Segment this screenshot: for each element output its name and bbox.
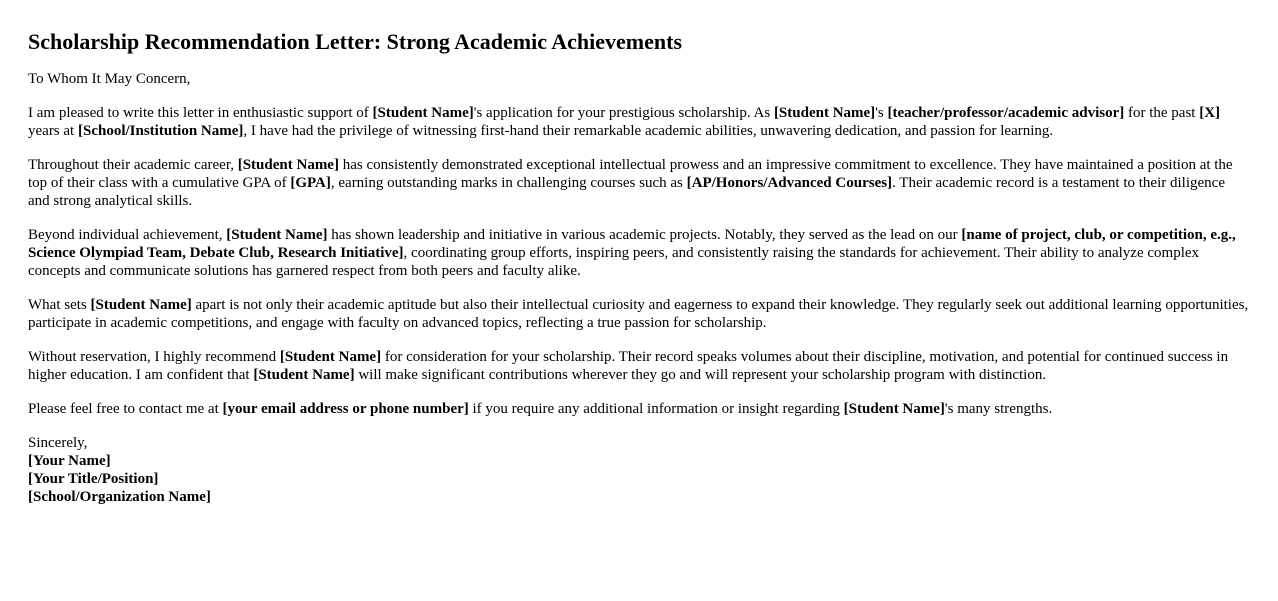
placeholder-field: [AP/Honors/Advanced Courses]: [686, 175, 893, 191]
paragraph-text: , I have had the privilege of witnessing first-hand their remarkable academic abilities, unwavering dedication, and passion for learning.: [243, 123, 1054, 139]
paragraph-text: for consideration for your scholarship. Their record speaks volumes about their discipline, motivation, and potential for continued success in higher education. I am confident that: [28, 349, 1229, 383]
paragraph-text: Beyond individual achievement,: [28, 227, 227, 243]
placeholder-field: [Student Name]: [372, 105, 474, 121]
body-paragraph: [28, 226, 1250, 280]
paragraph-text: years at: [28, 123, 78, 139]
page-title: Scholarship Recommendation Letter: Strong Academic Achievements: [28, 29, 683, 54]
body-paragraph: [28, 296, 1250, 332]
paragraph-text: apart is not only their academic aptitude but also their intellectual curiosity and eagerness to expand their knowledge. They regularly seek out additional learning opportunities, participate in academic competitions, and engage with faculty on advanced topics, reflecting a true passion for scholarship.: [28, 297, 1249, 331]
placeholder-field: [your email address or phone number]: [222, 401, 469, 417]
salutation: To Whom It May Concern,: [28, 71, 191, 87]
paragraph-text: 's application for your prestigious scholarship. As: [473, 105, 774, 121]
signature-block: [28, 434, 1250, 506]
paragraph-text: has consistently demonstrated exceptional intellectual prowess and an impressive commitment to excellence. They have maintained a position at the top of their class with a cumulative GPA of: [28, 157, 1233, 191]
paragraph-text: What sets: [28, 297, 91, 313]
placeholder-field: [teacher/professor/academic advisor]: [887, 105, 1125, 121]
paragraph-text: . Their academic record is a testament to their diligence and strong analytical skills.: [28, 175, 1225, 209]
paragraph-text: , coordinating group efforts, inspiring peers, and consistently raising the standards for achievement. Their ability to analyze complex concepts and communicate solutions has garnered respect from both peers and faculty alike.: [28, 245, 1200, 279]
signer-title: [Your Title/Position]: [28, 471, 159, 487]
placeholder-field: [Student Name]: [773, 105, 876, 121]
body-paragraph: [28, 104, 1250, 140]
placeholder-field: [X]: [1199, 105, 1221, 121]
paragraph-text: will make significant contributions wherever they go and will represent your scholarship program with distinction.: [354, 367, 1047, 383]
paragraph-text: Throughout their academic career,: [28, 157, 238, 173]
signer-name: [Your Name]: [28, 453, 111, 469]
paragraph-text: has shown leadership and initiative in various academic projects. Notably, they served as the lead on our: [327, 227, 962, 243]
placeholder-field: [Student Name]: [253, 367, 355, 383]
placeholder-field: [Student Name]: [279, 349, 382, 365]
closing: Sincerely,: [28, 435, 88, 451]
placeholder-field: [Student Name]: [843, 401, 945, 417]
paragraph-text: if you require any additional information or insight regarding: [468, 401, 844, 417]
paragraph-text: Please feel free to contact me at: [28, 401, 223, 417]
placeholder-field: [Student Name]: [226, 227, 328, 243]
placeholder-field: [GPA]: [290, 175, 331, 191]
paragraph-text: , earning outstanding marks in challenging courses such as: [330, 175, 687, 191]
body-paragraph: [28, 400, 1250, 418]
paragraph-text: Without reservation, I highly recommend: [28, 349, 280, 365]
placeholder-field: [Student Name]: [237, 157, 339, 173]
paragraph-text: 's: [875, 105, 888, 121]
placeholder-field: [Student Name]: [90, 297, 192, 313]
placeholder-field: [name of project, club, or competition, e.g., Science Olympiad Team, Debate Club, Research Initiative]: [28, 227, 1236, 261]
paragraph-text: I am pleased to write this letter in enthusiastic support of: [28, 105, 373, 121]
letter-body: [28, 104, 1250, 418]
placeholder-field: [School/Institution Name]: [77, 123, 244, 139]
body-paragraph: [28, 348, 1250, 384]
signer-organization: [School/Organization Name]: [28, 489, 211, 505]
paragraph-text: for the past: [1124, 105, 1200, 121]
body-paragraph: [28, 156, 1250, 210]
paragraph-text: 's many strengths.: [944, 401, 1053, 417]
